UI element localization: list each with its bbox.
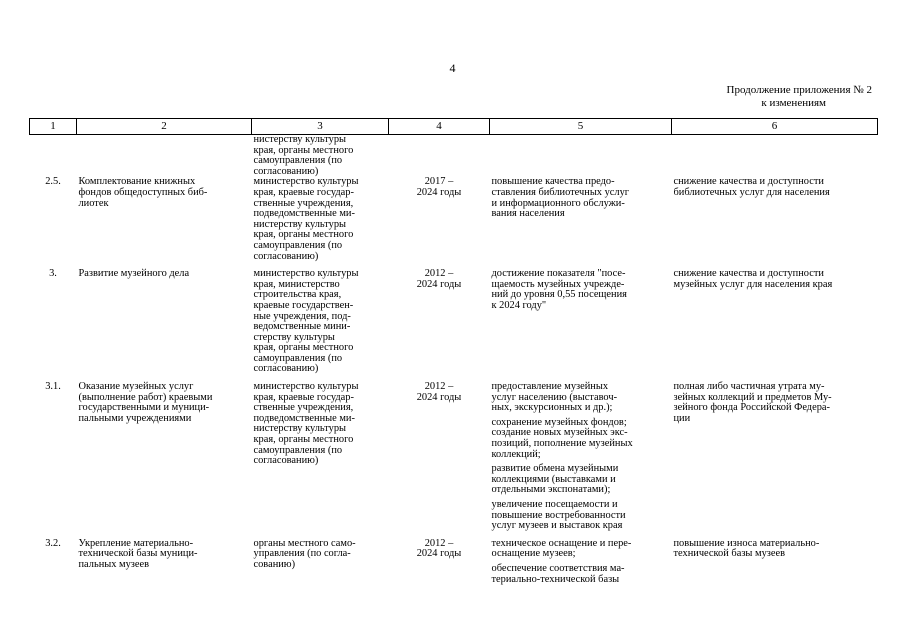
text-line: услуг музеев и выставок края [491, 520, 623, 532]
text-line: оснащение музеев; [491, 548, 576, 560]
cell-period [389, 539, 490, 592]
result-item [492, 269, 670, 311]
text-line: края, краевые государ- [253, 186, 354, 198]
text-line: обеспечение соответствия ма- [491, 562, 625, 574]
header-cell-4: 4 [389, 119, 490, 135]
text-line: самоуправления (по [253, 444, 343, 456]
text-line: Оказание музейных услуг [78, 381, 194, 393]
cell-responsible [252, 382, 389, 539]
cell-responsible [252, 135, 389, 178]
text-line: строительства края, [253, 289, 342, 301]
text-line: ных, экскурсионных и др.); [491, 402, 613, 414]
header-cell-1: 1 [30, 119, 77, 135]
cell-consequences [672, 539, 878, 592]
text-line: 2012 – [424, 537, 454, 549]
header-cell-6: 6 [672, 119, 878, 135]
text-line: библиотечных услуг для населения [673, 186, 830, 198]
text-line: сованию) [253, 558, 296, 570]
text-line: самоуправления (по [253, 155, 343, 167]
text-line: предоставление музейных [491, 381, 609, 393]
cell-expected-results [490, 177, 672, 269]
text-line: снижение качества и доступности [673, 176, 824, 188]
cell-activity-name [77, 382, 252, 539]
table-header-row [30, 119, 878, 135]
text-line: услуг населению (выставоч- [491, 391, 618, 403]
text-line: щаемость музейных учрежде- [491, 278, 625, 290]
table-row [30, 382, 878, 539]
text-line: нистерству культуры [253, 218, 347, 230]
cell-period [389, 382, 490, 539]
text-line: и информационного обслужи- [491, 197, 625, 209]
text-line: снижение качества и доступности [673, 268, 824, 280]
header-cell-3: 3 [252, 119, 389, 135]
text-line: согласованию) [253, 165, 319, 177]
text-line: 2024 годы [416, 186, 462, 198]
text-line: создание новых музейных экс- [491, 427, 628, 439]
text-line: повышение износа материально- [673, 537, 820, 549]
text-line: согласованию) [253, 363, 319, 375]
text-line: самоуправления (по [253, 352, 343, 364]
text-line: повышение востребованности [491, 509, 626, 521]
cell-expected-results [490, 539, 672, 592]
text-line: вания населения [491, 208, 565, 220]
text-line: согласованию) [253, 250, 319, 262]
text-line: министерство культуры [253, 176, 359, 188]
text-line: фондов общедоступных биб- [78, 186, 208, 198]
cell-expected-results [490, 382, 672, 539]
text-line: достижение показателя "посе- [491, 268, 626, 280]
text-line: повышение качества предо- [491, 176, 615, 188]
table-body [30, 135, 878, 593]
cell-number: 3.1. [45, 381, 61, 393]
text-line: зейного фонда Российской Федера- [673, 402, 830, 414]
text-line: ственные учреждения, [253, 402, 354, 414]
text-line: увеличение посещаемости и [491, 499, 618, 510]
appendix-note-line-1: Продолжение приложения № 2 [726, 84, 872, 96]
header-cell-5: 5 [490, 119, 672, 135]
text-line: коллекций; [491, 448, 541, 460]
cell-responsible [252, 177, 389, 269]
text-line: (выполнение работ) краевыми [78, 391, 213, 403]
cell-number: 3. [49, 268, 57, 280]
cell-responsible [252, 539, 389, 592]
text-line: коллекциями (выставками и [491, 473, 616, 485]
text-line: териально-технической базы [491, 573, 620, 585]
page-number: 4 [449, 61, 456, 75]
text-line: зейных коллекций и предметов Му- [673, 391, 832, 403]
text-line: самоуправления (по [253, 239, 343, 251]
text-line: края, органы местного [253, 434, 354, 446]
text-line: министерство культуры [253, 268, 359, 280]
text-line: 2024 годы [416, 548, 462, 560]
cell-period [389, 135, 490, 178]
text-line: к 2024 году" [491, 299, 547, 311]
text-line: ные учреждения, под- [253, 310, 351, 322]
text-line: лиотек [78, 197, 109, 209]
result-item [492, 539, 670, 560]
text-line: пальными учреждениями [78, 412, 192, 424]
text-line: полная либо частичная утрата му- [673, 381, 825, 393]
text-line: отдельными экспонатами); [491, 484, 611, 496]
text-line: министерство культуры [253, 381, 359, 393]
table-row [30, 539, 878, 592]
text-line: 2024 годы [416, 391, 462, 403]
text-line: позиций, пополнение музейных [491, 438, 633, 450]
text-line: краевые государствен- [253, 299, 354, 311]
text-line: пальных музеев [78, 558, 150, 570]
text-line: техническое оснащение и пере- [491, 537, 632, 549]
text-line: края, органы местного [253, 342, 354, 354]
text-line: ведомственные мини- [253, 321, 351, 333]
text-line: 2012 – [424, 381, 454, 393]
text-line: края, органы местного [253, 144, 354, 156]
text-line: Комплектование книжных [78, 176, 196, 188]
cell-period [389, 177, 490, 269]
text-line: стерству культуры [253, 331, 335, 343]
text-line: подведомственные ми- [253, 412, 355, 424]
text-line: ний до уровня 0,55 посещения [491, 289, 627, 301]
text-line: ции [673, 412, 691, 424]
cell-activity-name [77, 269, 252, 382]
cell-consequences [672, 269, 878, 382]
text-line: технической базы музеев [673, 548, 786, 560]
text-line: 2024 годы [416, 278, 462, 290]
text-line: развитие обмена музейными [491, 463, 619, 475]
activities-table [29, 118, 878, 592]
cell-consequences [672, 135, 878, 178]
text-line: управления (по согла- [253, 548, 351, 560]
cell-number: 2.5. [45, 176, 61, 188]
cell-num [30, 135, 77, 178]
result-item [492, 418, 670, 460]
header-cell-2: 2 [77, 119, 252, 135]
text-line: музейных услуг для населения края [673, 278, 833, 290]
text-line: 2017 – [424, 176, 454, 188]
text-line: нистерству культуры [253, 134, 347, 145]
text-line: органы местного само- [253, 537, 356, 549]
result-item [492, 464, 670, 496]
text-line: технической базы муници- [78, 548, 198, 560]
cell-results [490, 135, 672, 178]
cell-expected-results [490, 269, 672, 382]
table-row-continuation [30, 135, 878, 178]
result-item [492, 177, 670, 219]
cell-number: 3.2. [45, 537, 61, 549]
text-line: края, краевые государ- [253, 391, 354, 403]
cell-name [77, 135, 252, 178]
text-line: подведомственные ми- [253, 208, 355, 220]
text-line: государственными и муници- [78, 402, 210, 414]
text-line: Укрепление материально- [78, 537, 194, 549]
table-row [30, 269, 878, 382]
text-line: согласованию) [253, 455, 319, 467]
text-line: ставления библиотечных услуг [491, 186, 630, 198]
text-line: сохранение музейных фондов; [491, 416, 627, 428]
table-row [30, 177, 878, 269]
result-item [492, 564, 670, 585]
text-line: края, министерство [253, 278, 340, 290]
appendix-note-line-2: к изменениям [761, 97, 826, 109]
text-line: ственные учреждения, [253, 197, 354, 209]
text-line: края, органы местного [253, 229, 354, 241]
cell-period [389, 269, 490, 382]
cell-consequences [672, 177, 878, 269]
cell-consequences [672, 382, 878, 539]
result-item [492, 500, 670, 532]
text-line: Развитие музейного дела [78, 268, 190, 280]
cell-responsible [252, 269, 389, 382]
appendix-note [600, 84, 872, 110]
cell-activity-name [77, 177, 252, 269]
text-line: 2012 – [424, 268, 454, 280]
cell-activity-name [77, 539, 252, 592]
result-item [492, 382, 670, 414]
text-line: нистерству культуры [253, 423, 347, 435]
